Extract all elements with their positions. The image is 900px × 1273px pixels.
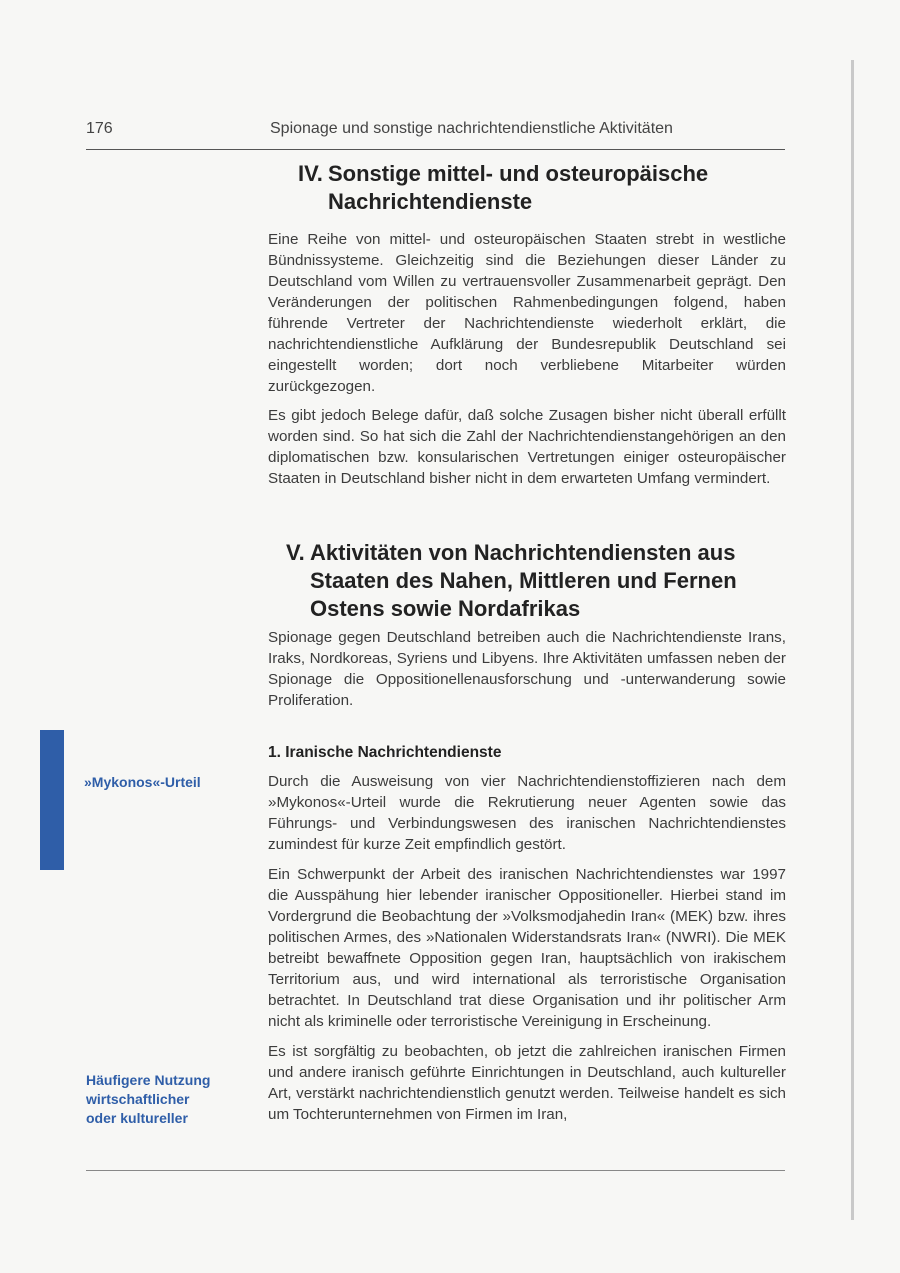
subsection-1-paragraph-3: Es ist sorgfältig zu beobachten, ob jetzt die zahlreichen iranischen Firmen und andere iranisch geführte Einrichtungen in Deutschland, auch kultureller Art, verstärkt nachrichtendienstlich genutzt werden. Teilweise handelt es sich um Tochterunternehmen von Firmen im Iran,: [268, 1043, 786, 1123]
subsection-1-heading: [268, 744, 786, 762]
margin-note-mykonos: »Mykonos«-Urteil: [84, 774, 201, 790]
subsection-1-paragraph-2: Ein Schwerpunkt der Arbeit des iranischen Nachrichtendienstes war 1997 die Ausspähung hier lebender iranischer Oppositioneller. Hierbei stand im Vordergrund die Beobachtung der »Volksmodjahedin Iran« (MEK) bzw. ihres politischen Armes, des »Nationalen Widerstandsrats Iran« (NWRI). Die MEK betreibt bewaffnete Opposition gegen Iran, hauptsächlich von irakischem Territorium aus, und wird international als terroristische Organisation betrachtet. In Deutschland trat diese Organisation und ihr politischer Arm nicht als kriminelle oder terroristische Vereinigung in Erscheinung.: [268, 866, 786, 1030]
subsection-1-paragraph-1: Durch die Ausweisung von vier Nachrichtendienstoffizieren nach dem »Mykonos«-Urteil wurde die Rekrutierung neuer Agenten sowie das Führungs- und Verbindungswesen des iranischen Nachrichtendienstes zumindest für kurze Zeit empfindlich gestört.: [268, 773, 786, 853]
running-header: [86, 120, 786, 148]
page-number: 176: [86, 120, 113, 137]
running-title: Spionage und sonstige nachrichtendienstliche Aktivitäten: [270, 120, 673, 137]
margin-accent-bar: [40, 730, 64, 870]
section-iv-heading: [268, 160, 786, 216]
section-iv-body: [268, 229, 786, 489]
footer-rule: [86, 1170, 785, 1171]
section-iv-paragraph-2: Es gibt jedoch Belege dafür, daß solche Zusagen bisher nicht überall erfüllt worden sind. So hat sich die Zahl der Nachrichtendienstangehörigen an den diplomatischen bzw. konsularischen Vertretungen einiger osteuropäischer Staaten in Deutschland bisher nicht in dem erwarteten Umfang vermindert.: [268, 407, 786, 487]
section-v-paragraph: Spionage gegen Deutschland betreiben auch die Nachrichtendienste Irans, Iraks, Nordkoreas, Syriens und Libyens. Ihre Aktivitäten umfassen neben der Spionage die Oppositionellenausforschung und -unterwanderung sowie Proliferation.: [268, 629, 786, 709]
subsection-1-body: [268, 771, 786, 1125]
subsection-1-title: 1. Iranische Nachrichtendienste: [268, 744, 502, 761]
section-v-number: V.: [286, 540, 305, 565]
margin-note-nutzung: Häufigere Nutzung wirtschaftlicher oder kultureller: [86, 1072, 211, 1126]
section-v-heading: [268, 539, 786, 623]
section-iv-paragraph-1: Eine Reihe von mittel- und osteuropäischen Staaten strebt in westliche Bündnissysteme. Gleichzeitig sind die Beziehungen dieser Länder zu Deutschland vom Willen zu vertrauensvoller Zusammenarbeit geprägt. Den Veränderungen der politischen Rahmenbedingungen folgend, haben führende Vertreter der Nachrichtendienste wiederholt erklärt, die nachrichtendienstliche Aufklärung der Bundesrepublik Deutschland sei eingestellt worden; dort noch verbliebene Mitarbeiter würden zurückgezogen.: [268, 231, 786, 395]
section-v-title: Aktivitäten von Nachrichtendiensten aus Staaten des Nahen, Mittleren und Fernen Ostens sowie Nordafrikas: [310, 540, 737, 621]
section-iv-number: IV.: [298, 161, 323, 186]
section-v-body: [268, 627, 786, 711]
page-edge: [851, 60, 854, 1220]
section-iv-title: Sonstige mittel- und osteuropäische Nachrichtendienste: [328, 161, 709, 214]
header-rule: [86, 149, 785, 150]
